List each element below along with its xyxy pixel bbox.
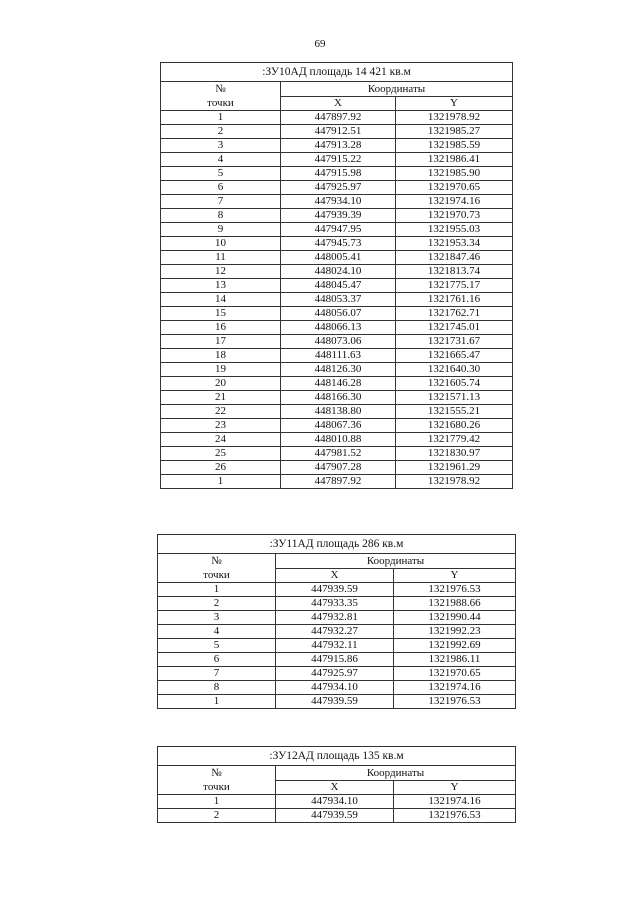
y-coordinate-cell: 1321976.53 (394, 809, 516, 823)
point-number-cell: 26 (161, 461, 281, 475)
x-coordinate-cell: 447934.10 (276, 795, 394, 809)
point-number-cell: 2 (161, 125, 281, 139)
point-number-cell: 24 (161, 433, 281, 447)
header-row (158, 781, 516, 795)
y-coordinate-cell: 1321571.13 (396, 391, 513, 405)
table-row (161, 307, 513, 321)
coordinates-table-zu10ad (160, 62, 513, 489)
table-row (161, 391, 513, 405)
x-coordinate-cell: 447915.86 (276, 653, 394, 667)
table-row (161, 293, 513, 307)
y-coordinate-cell: 1321976.53 (394, 583, 516, 597)
table-row (161, 475, 513, 489)
point-number-header-top: № (158, 554, 276, 569)
x-coordinate-cell: 447913.28 (281, 139, 396, 153)
point-number-cell: 7 (158, 667, 276, 681)
table-row (161, 195, 513, 209)
y-coordinate-cell: 1321986.41 (396, 153, 513, 167)
y-coordinate-cell: 1321992.23 (394, 625, 516, 639)
table-row (161, 237, 513, 251)
point-number-cell: 20 (161, 377, 281, 391)
point-number-cell: 23 (161, 419, 281, 433)
table-row (161, 447, 513, 461)
table-row (161, 433, 513, 447)
table-row (161, 167, 513, 181)
table-title: :ЗУ12АД площадь 135 кв.м (158, 747, 516, 766)
point-number-cell: 12 (161, 265, 281, 279)
table-row (158, 695, 516, 709)
y-coordinate-cell: 1321953.34 (396, 237, 513, 251)
table-row (158, 639, 516, 653)
header-row (161, 97, 513, 111)
y-coordinate-cell: 1321992.69 (394, 639, 516, 653)
point-number-cell: 1 (161, 111, 281, 125)
y-coordinate-cell: 1321970.73 (396, 209, 513, 223)
x-coordinate-cell: 447981.52 (281, 447, 396, 461)
table-row (161, 321, 513, 335)
point-number-cell: 2 (158, 809, 276, 823)
table-title-row (161, 63, 513, 82)
x-coordinate-cell: 448010.88 (281, 433, 396, 447)
table-row (161, 265, 513, 279)
y-coordinate-cell: 1321985.27 (396, 125, 513, 139)
page-number: 69 (314, 38, 326, 50)
point-number-cell: 25 (161, 447, 281, 461)
y-coordinate-cell: 1321970.65 (396, 181, 513, 195)
table-row (161, 363, 513, 377)
x-coordinate-cell: 447915.98 (281, 167, 396, 181)
y-header: Y (396, 97, 513, 111)
x-coordinate-cell: 447897.92 (281, 111, 396, 125)
point-number-cell: 22 (161, 405, 281, 419)
point-number-cell: 1 (158, 695, 276, 709)
point-number-cell: 2 (158, 597, 276, 611)
point-number-cell: 5 (158, 639, 276, 653)
point-number-cell: 13 (161, 279, 281, 293)
x-coordinate-cell: 447933.35 (276, 597, 394, 611)
x-header: X (281, 97, 396, 111)
point-number-cell: 19 (161, 363, 281, 377)
table-row (161, 251, 513, 265)
point-number-cell: 3 (161, 139, 281, 153)
y-coordinate-cell: 1321555.21 (396, 405, 513, 419)
x-coordinate-cell: 448146.28 (281, 377, 396, 391)
coordinates-header: Координаты (276, 766, 516, 781)
x-coordinate-cell: 447934.10 (276, 681, 394, 695)
x-coordinate-cell: 447947.95 (281, 223, 396, 237)
x-coordinate-cell: 447945.73 (281, 237, 396, 251)
x-coordinate-cell: 448166.30 (281, 391, 396, 405)
table-title: :ЗУ10АД площадь 14 421 кв.м (161, 63, 513, 82)
table-row (158, 809, 516, 823)
point-number-cell: 21 (161, 391, 281, 405)
point-number-cell: 4 (158, 625, 276, 639)
point-number-header-bottom: точки (158, 781, 276, 795)
x-coordinate-cell: 447925.97 (281, 181, 396, 195)
x-coordinate-cell: 448066.13 (281, 321, 396, 335)
table-title-row (158, 747, 516, 766)
x-coordinate-cell: 448138.80 (281, 405, 396, 419)
header-row (158, 569, 516, 583)
x-coordinate-cell: 447907.28 (281, 461, 396, 475)
y-coordinate-cell: 1321985.59 (396, 139, 513, 153)
point-number-cell: 4 (161, 153, 281, 167)
x-coordinate-cell: 447934.10 (281, 195, 396, 209)
table-row (161, 223, 513, 237)
y-coordinate-cell: 1321813.74 (396, 265, 513, 279)
y-header: Y (394, 781, 516, 795)
point-number-header-bottom: точки (158, 569, 276, 583)
coordinates-header: Координаты (276, 554, 516, 569)
x-coordinate-cell: 447939.39 (281, 209, 396, 223)
table-title: :ЗУ11АД площадь 286 кв.м (158, 535, 516, 554)
y-coordinate-cell: 1321978.92 (396, 111, 513, 125)
table-row (161, 139, 513, 153)
point-number-cell: 1 (158, 795, 276, 809)
x-coordinate-cell: 448045.47 (281, 279, 396, 293)
table-row (158, 597, 516, 611)
x-coordinate-cell: 448053.37 (281, 293, 396, 307)
y-coordinate-cell: 1321976.53 (394, 695, 516, 709)
y-coordinate-cell: 1321745.01 (396, 321, 513, 335)
x-coordinate-cell: 448111.63 (281, 349, 396, 363)
x-coordinate-cell: 447939.59 (276, 809, 394, 823)
table-row (161, 153, 513, 167)
table-row (158, 795, 516, 809)
header-row (158, 766, 516, 781)
point-number-cell: 1 (161, 475, 281, 489)
x-header: X (276, 569, 394, 583)
y-coordinate-cell: 1321961.29 (396, 461, 513, 475)
point-number-header-bottom: точки (161, 97, 281, 111)
header-row (161, 82, 513, 97)
x-coordinate-cell: 447925.97 (276, 667, 394, 681)
y-coordinate-cell: 1321955.03 (396, 223, 513, 237)
point-number-cell: 8 (158, 681, 276, 695)
point-number-cell: 3 (158, 611, 276, 625)
table-title-row (158, 535, 516, 554)
x-coordinate-cell: 447932.27 (276, 625, 394, 639)
x-coordinate-cell: 447932.11 (276, 639, 394, 653)
point-number-cell: 11 (161, 251, 281, 265)
point-number-cell: 6 (158, 653, 276, 667)
table-row (158, 667, 516, 681)
point-number-cell: 14 (161, 293, 281, 307)
y-coordinate-cell: 1321731.67 (396, 335, 513, 349)
header-row (158, 554, 516, 569)
y-coordinate-cell: 1321779.42 (396, 433, 513, 447)
table-row (161, 111, 513, 125)
coordinates-table-zu11ad (157, 534, 516, 709)
point-number-cell: 15 (161, 307, 281, 321)
point-number-cell: 9 (161, 223, 281, 237)
y-coordinate-cell: 1321986.11 (394, 653, 516, 667)
point-number-cell: 16 (161, 321, 281, 335)
y-coordinate-cell: 1321974.16 (394, 681, 516, 695)
x-coordinate-cell: 447939.59 (276, 583, 394, 597)
table-row (158, 583, 516, 597)
y-coordinate-cell: 1321847.46 (396, 251, 513, 265)
y-coordinate-cell: 1321974.16 (394, 795, 516, 809)
table-row (161, 377, 513, 391)
point-number-header-top: № (161, 82, 281, 97)
x-coordinate-cell: 447912.51 (281, 125, 396, 139)
y-header: Y (394, 569, 516, 583)
point-number-cell: 8 (161, 209, 281, 223)
y-coordinate-cell: 1321970.65 (394, 667, 516, 681)
y-coordinate-cell: 1321665.47 (396, 349, 513, 363)
y-coordinate-cell: 1321990.44 (394, 611, 516, 625)
coordinates-table-zu12ad (157, 746, 516, 823)
coordinates-header: Координаты (281, 82, 513, 97)
table-row (161, 181, 513, 195)
x-coordinate-cell: 448024.10 (281, 265, 396, 279)
point-number-cell: 6 (161, 181, 281, 195)
table-row (161, 125, 513, 139)
table-row (161, 461, 513, 475)
y-coordinate-cell: 1321830.97 (396, 447, 513, 461)
y-coordinate-cell: 1321762.71 (396, 307, 513, 321)
point-number-cell: 18 (161, 349, 281, 363)
y-coordinate-cell: 1321761.16 (396, 293, 513, 307)
y-coordinate-cell: 1321985.90 (396, 167, 513, 181)
x-coordinate-cell: 448067.36 (281, 419, 396, 433)
x-coordinate-cell: 447932.81 (276, 611, 394, 625)
table-row (161, 279, 513, 293)
table-row (161, 209, 513, 223)
point-number-cell: 1 (158, 583, 276, 597)
y-coordinate-cell: 1321974.16 (396, 195, 513, 209)
y-coordinate-cell: 1321605.74 (396, 377, 513, 391)
point-number-header-top: № (158, 766, 276, 781)
y-coordinate-cell: 1321640.30 (396, 363, 513, 377)
x-coordinate-cell: 448073.06 (281, 335, 396, 349)
point-number-cell: 5 (161, 167, 281, 181)
table-row (158, 625, 516, 639)
x-coordinate-cell: 448056.07 (281, 307, 396, 321)
y-coordinate-cell: 1321978.92 (396, 475, 513, 489)
table-row (158, 611, 516, 625)
x-coordinate-cell: 448126.30 (281, 363, 396, 377)
table-row (161, 405, 513, 419)
table-row (161, 335, 513, 349)
y-coordinate-cell: 1321680.26 (396, 419, 513, 433)
point-number-cell: 17 (161, 335, 281, 349)
y-coordinate-cell: 1321775.17 (396, 279, 513, 293)
table-row (161, 419, 513, 433)
y-coordinate-cell: 1321988.66 (394, 597, 516, 611)
table-row (161, 349, 513, 363)
x-coordinate-cell: 448005.41 (281, 251, 396, 265)
x-coordinate-cell: 447939.59 (276, 695, 394, 709)
table-row (158, 653, 516, 667)
table-row (158, 681, 516, 695)
point-number-cell: 10 (161, 237, 281, 251)
point-number-cell: 7 (161, 195, 281, 209)
x-coordinate-cell: 447915.22 (281, 153, 396, 167)
x-header: X (276, 781, 394, 795)
x-coordinate-cell: 447897.92 (281, 475, 396, 489)
